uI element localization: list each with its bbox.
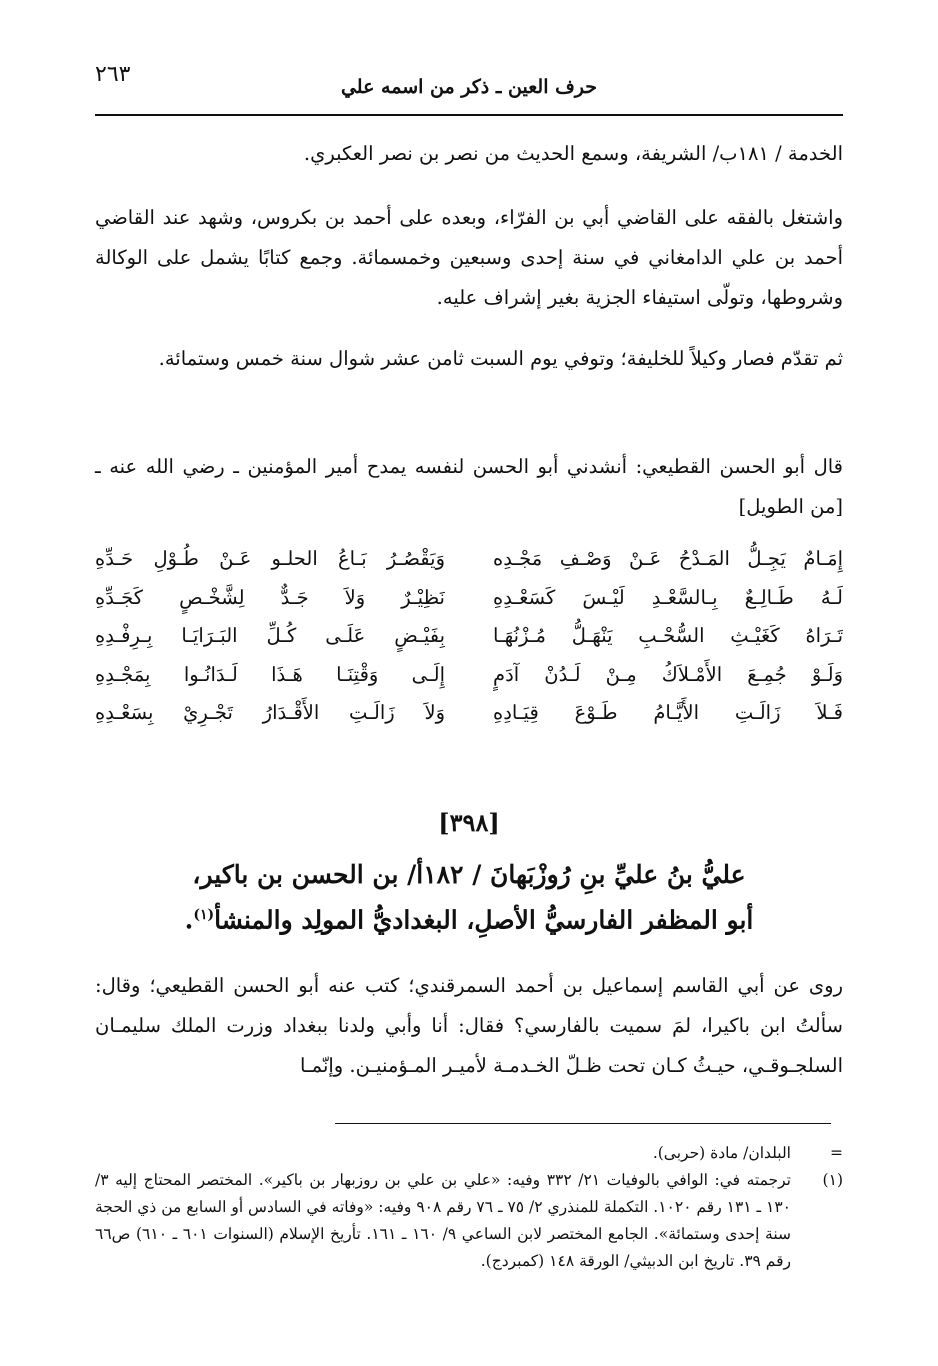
entry-paragraph: روى عن أبي القاسم إسماعيل بن أحمد السمرقندي؛ كتب عنه أبو الحسن القطيعي؛ وقال: سألتُ ابن باكيرا، لمَ سميت بالفارسي؟ فقال: أنا وأبي ولدنا ببغداد وزرت الملك سليمـان السلجـوقـي، حيـثُ كـان تحت ظـلّ الخـدمـة لأميـر المـؤمنيـن. وإنّمـا — [95, 974, 843, 1077]
footnote-marker: = — [830, 1144, 843, 1162]
entry-number: [٣٩٨] — [438, 808, 500, 837]
verse-row — [95, 540, 843, 579]
footnote — [95, 1167, 843, 1275]
page-header — [95, 62, 843, 116]
footnote-reference: (١) — [193, 907, 215, 923]
verse-row — [95, 656, 843, 695]
verse-first-hemistich: لَـهُ طَـالِـعٌ بِـالسَّعْـدِ لَيْـسَ كَسَعْـدِهِ — [493, 585, 843, 609]
footnote — [95, 1140, 843, 1167]
verse-first-hemistich: وَلَـوْ جُمِـعَ الأَمْـلاَكُ مِـنْ لَـدُنْ آدَمٍ — [493, 662, 843, 686]
verse-second-hemistich: نَظِيْـرٌ وَلاَ جَـدٌّ لِشَّخْـصٍ كَجَـدِّهِ — [95, 585, 445, 609]
footnote-rule — [335, 1123, 831, 1124]
header-rule — [95, 114, 843, 116]
paragraph-3: ثم تقدّم فصار وكيلاً للخليفة؛ وتوفي يوم السبت ثامن عشر شوال سنة خمس وستمائة. — [158, 347, 843, 370]
verse-first-hemistich: إِمَـامٌ يَجِـلُّ المَـدْحُ عَـنْ وَصْـفِ مَجْـدِه — [493, 547, 843, 570]
verse-second-hemistich: إِلَـى وَقْتِنَـا هَـذَا لَـدَانُـوا بِمَجْـدِهِ — [95, 662, 445, 686]
paragraph-2: واشتغل بالفقه على القاضي أبي بن الفرّاء، وبعده على أحمد بن بكروس، وشهد عند القاضي أحمد بن علي الدامغاني في سنة إحدى وسبعين وخمسمائة. وجمع كتابًا يشمل على الوكالة وشروطها، وتولّى استيفاء الجزية بغير إشراف عليه. — [95, 206, 843, 309]
page-number: ٢٦٣ — [95, 62, 131, 87]
entry-paragraph-block — [95, 966, 843, 1086]
poem — [95, 540, 843, 733]
footnote-marker: (١) — [822, 1171, 843, 1189]
entry-title-line-2 — [95, 895, 843, 940]
entry-title-line-1: عليُّ بنُ عليِّ بنِ رُوزْبَهانَ / ١٨٢أ/ بن الحسن بن باكير، — [192, 860, 746, 889]
verse-second-hemistich: بِفَيْـضٍ عَلَـى كُـلِّ البَـرَايَـا بِـرِفْـدِهِ — [95, 624, 445, 647]
verse-second-hemistich: وَيَقْصُـرُ بَـاعُ الحلـو عَـنْ طُـوْلِ حَـدِّهِ — [95, 547, 445, 570]
entry-title-text: أبو المظفر الفارسيُّ الأصلِ، البغداديُّ المولِد والمنشأ — [214, 905, 754, 935]
paragraph-4-block — [95, 447, 843, 527]
verse-second-hemistich: وَلاَ زَالَـتِ الأَقْـدَارُ تَجْـرِيْ بِسَعْـدِهِ — [95, 701, 445, 724]
verse-first-hemistich: تَـرَاهُ كَغَيْـثِ السُّحْـبِ يَنْهَـلُّ مُـزْنُهَـا — [493, 624, 843, 647]
running-title: حرف العين ـ ذكر من اسمه علي — [340, 76, 598, 98]
paragraph-3-block — [95, 339, 843, 379]
footnote-text: ترجمته في: الوافي بالوفيات ٢١/ ٣٣٢ وفيه: «علي بن علي بن روزبهار بن باكير». المختصر المحتاج إليه ٣/ ١٣٠ ـ ١٣١ رقم ١٠٢٠. التكملة للمنذري ٢/ ٧٥ ـ ٧٦ رقم ٩٠٨ وفيه: «وفاته في السادس أو السابع من ذي الحجة سنة إحدى وستمائة». الجامع المختصر لابن الساعي ٩/ ١٦٠ ـ ١٦١. تأريخ الإسلام (السنوات ٦٠١ ـ ٦١٠) ص٦٦ رقم ٣٩. تاريخ ابن الدبيثي/ الورقة ١٤٨ (كمبردج). — [95, 1171, 791, 1270]
entry-title-end: . — [184, 905, 194, 935]
paragraph-2-block — [95, 198, 843, 318]
paragraph-1-block — [95, 134, 843, 174]
poem-intro: قال أبو الحسن القطيعي: أنشدني أبو الحسن لنفسه يمدح أمير المؤمنين ـ رضي الله عنه ـ [من الطويل] — [95, 455, 843, 518]
entry-title — [95, 855, 843, 940]
verse-row — [95, 617, 843, 656]
verse-row — [95, 694, 843, 733]
verse-first-hemistich: فَـلاَ زَالَـتِ الأَيَّـامُ طَـوْعَ قِيَـادِهِ — [493, 701, 843, 724]
verse-row — [95, 579, 843, 618]
footnotes — [95, 1140, 843, 1275]
paragraph-1: الخدمة / ١٨١ب/ الشريفة، وسمع الحديث من نصر بن نصر العكبري. — [303, 142, 843, 165]
footnote-text: البلدان/ مادة (حربى). — [652, 1144, 791, 1162]
